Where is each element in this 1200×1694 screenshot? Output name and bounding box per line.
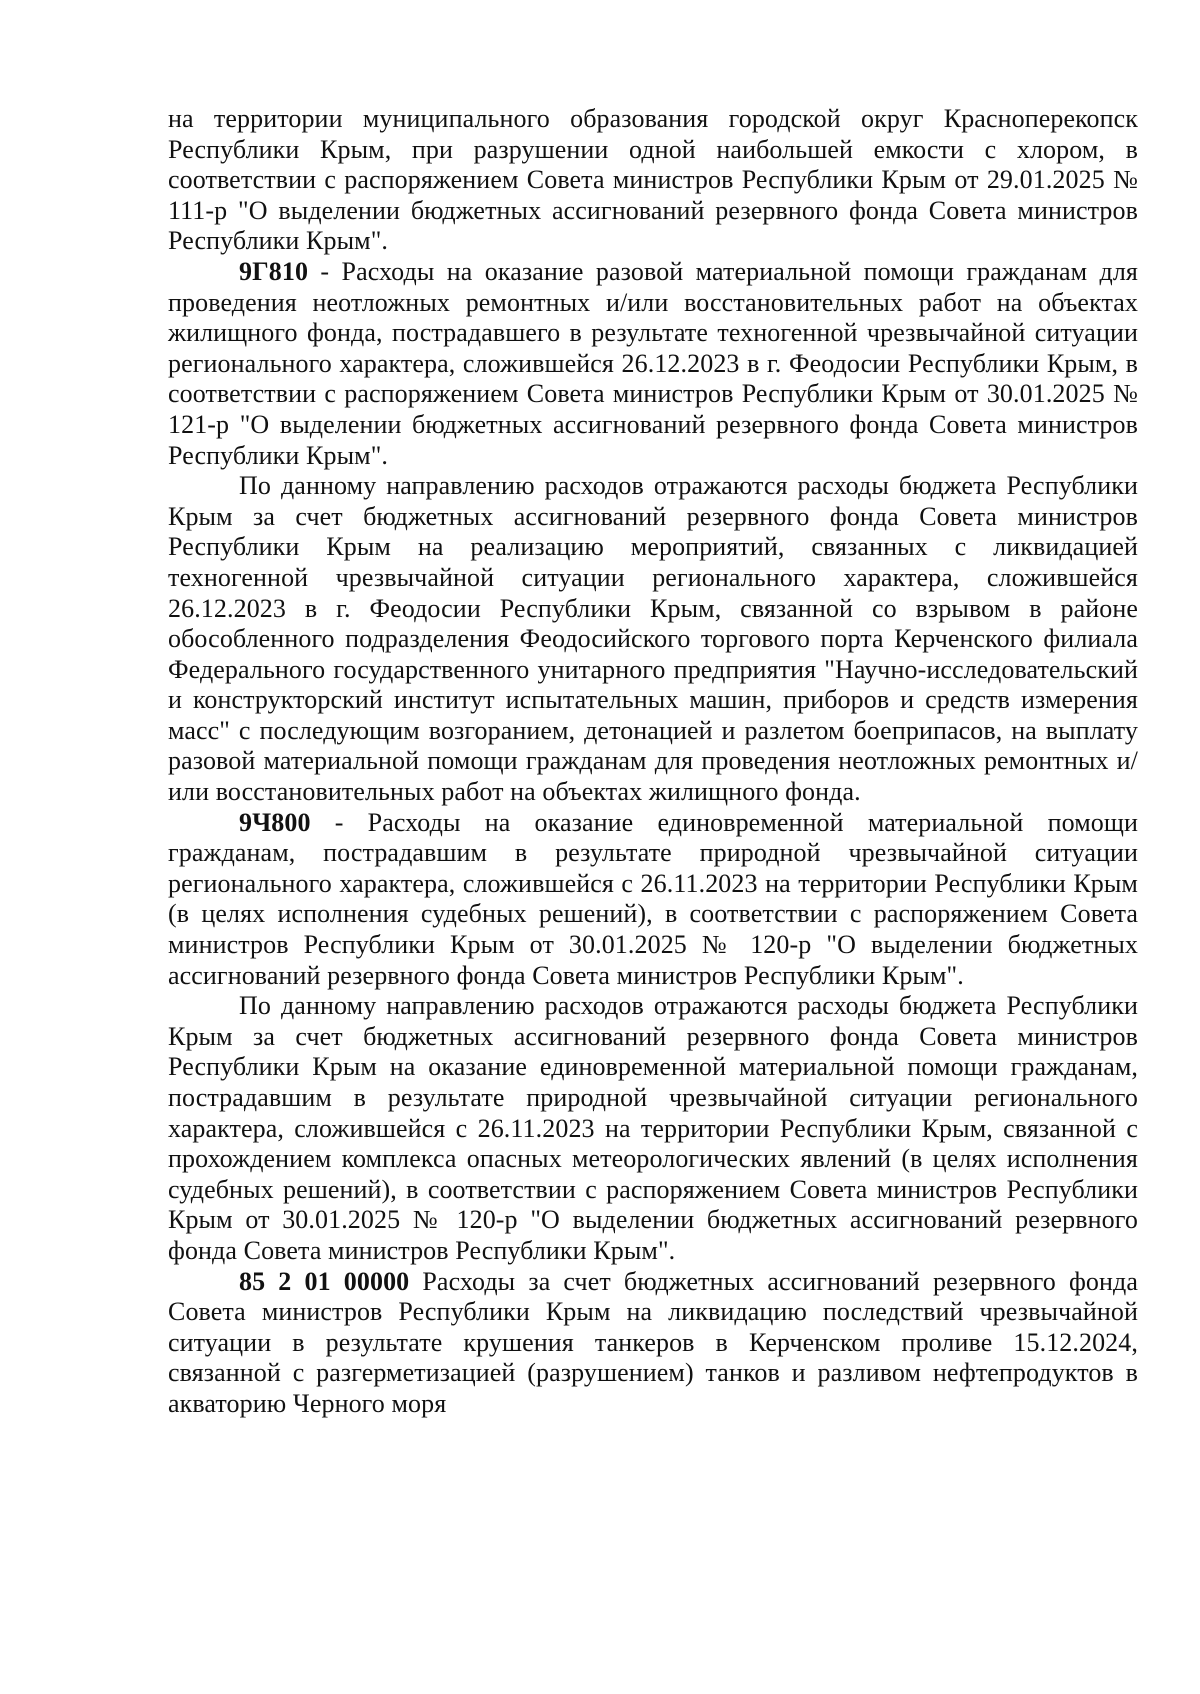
expense-code: 85 2 01 00000	[239, 1266, 410, 1296]
paragraph-text: - Расходы на оказание разовой материальной помощи гражданам для проведения неотложных ремонтных и/или восстановительных работ на объектах жилищного фонда, пострадавшего в результате техногенной чрезвычайной ситуации регионального характера, сложившейся 26.12.2023 в г. Феодосии Республики Крым, в соответствии с распоряжением Совета министров Республики Крым от 30.01.2025 № 121-р "О выделении бюджетных ассигнований резервного фонда Совета министров Республики Крым".	[168, 256, 1138, 470]
paragraph-text: Расходы за счет бюджетных ассигнований резервного фонда Совета министров Республики Крым на ликвидацию последствий чрезвычайной ситуации в результате крушения танкеров в Керченском проливе 15.12.2024, связанной с разгерметизацией (разрушением) танков и разливом нефтепродуктов в акваторию Черного моря	[168, 1266, 1138, 1418]
paragraph-9ch800	[168, 808, 1138, 992]
paragraph-text: По данному направлению расходов отражаются расходы бюджета Республики Крым за счет бюджетных ассигнований резервного фонда Совета министров Республики Крым на оказание единовременной материальной помощи гражданам, пострадавшим в результате природной чрезвычайной ситуации регионального характера, сложившейся с 26.11.2023 на территории Республики Крым, связанной с прохождением комплекса опасных метеорологических явлений (в целях исполнения судебных решений), в соответствии с распоряжением Совета министров Республики Крым от 30.01.2025 № 120-р "О выделении бюджетных ассигнований резервного фонда Совета министров Республики Крым".	[168, 991, 1138, 1265]
paragraph-9g810	[168, 257, 1138, 471]
expense-code: 9Г810	[239, 256, 309, 286]
paragraph-text: на территории муниципального образования городской округ Красноперекопск Республики Крым, при разрушении одной наибольшей емкости с хлором, в соответствии с распоряжением Совета министров Республики Крым от 29.01.2025 № 111-р "О выделении бюджетных ассигнований резервного фонда Совета министров Республики Крым".	[168, 104, 1138, 256]
expense-code: 9Ч800	[239, 807, 311, 837]
paragraph-9g810-description	[168, 471, 1138, 808]
paragraph-85-2-01-00000	[168, 1267, 1138, 1420]
paragraph-text: - Расходы на оказание единовременной материальной помощи гражданам, пострадавшим в результате природной чрезвычайной ситуации регионального характера, сложившейся с 26.11.2023 на территории Республики Крым (в целях исполнения судебных решений), в соответствии с распоряжением Совета министров Республики Крым от 30.01.2025 № 120-р "О выделении бюджетных ассигнований резервного фонда Совета министров Республики Крым".	[168, 807, 1138, 990]
document-page	[168, 104, 1138, 1420]
paragraph-9ch800-description	[168, 991, 1138, 1266]
paragraph-text: По данному направлению расходов отражаются расходы бюджета Республики Крым за счет бюджетных ассигнований резервного фонда Совета министров Республики Крым на реализацию мероприятий, связанных с ликвидацией техногенной чрезвычайной ситуации регионального характера, сложившейся 26.12.2023 в г. Феодосии Республики Крым, связанной со взрывом в районе обособленного подразделения Феодосийского торгового порта Керченского филиала Федерального государственного унитарного предприятия "Научно-исследовательский и конструкторский институт испытательных машин, приборов и средств измерения масс" с последующим возгоранием, детонацией и разлетом боеприпасов, на выплату разовой материальной помощи гражданам для проведения неотложных ремонтных и/или восстановительных работ на объектах жилищного фонда.	[168, 471, 1138, 807]
paragraph-continuation	[168, 104, 1138, 257]
